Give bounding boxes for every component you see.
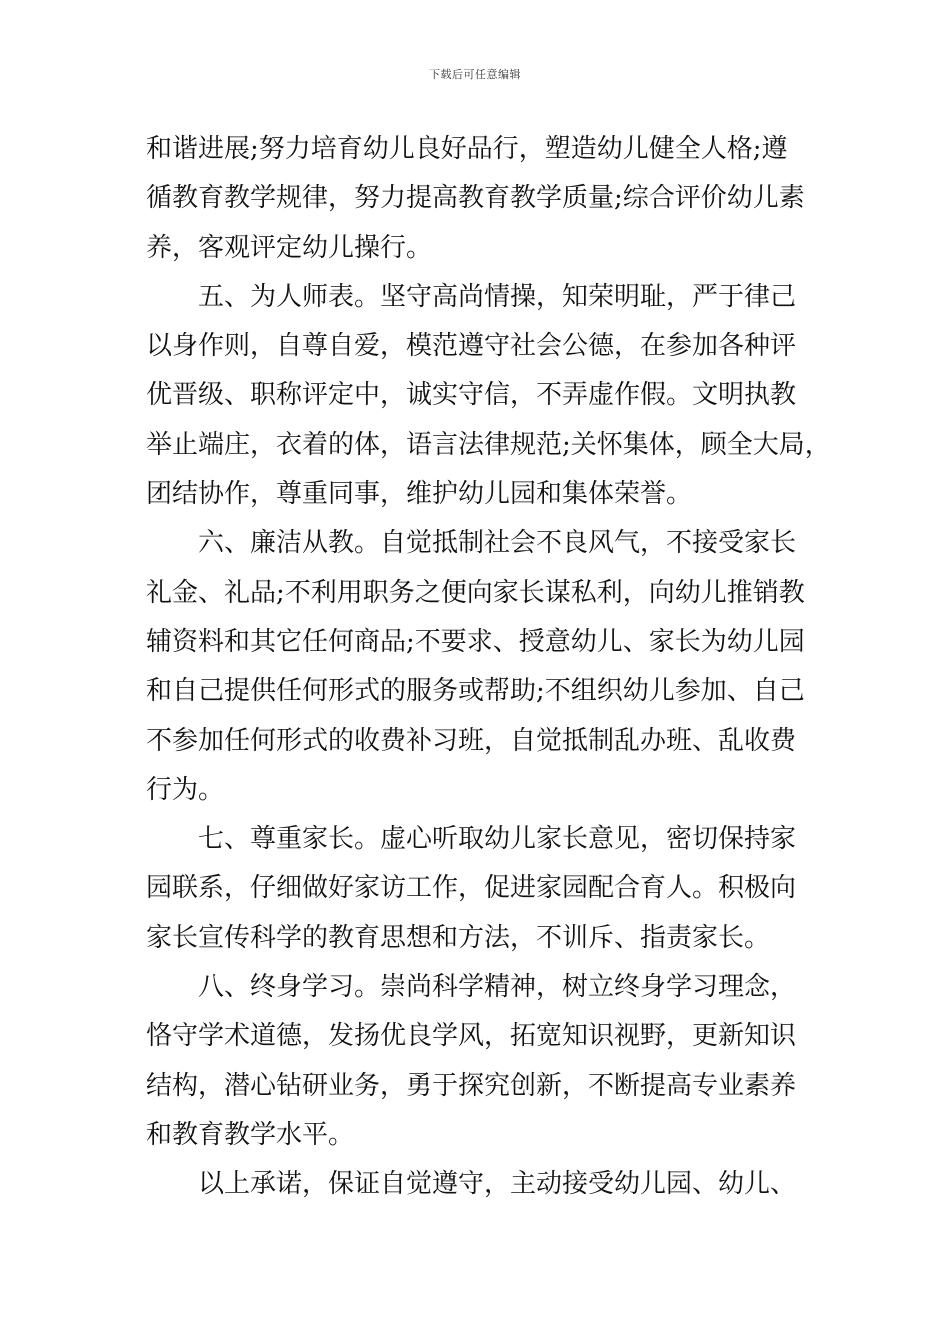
text-line: 行为。	[146, 774, 225, 805]
page-header: 下载后可任意编辑	[429, 68, 521, 81]
document-body	[146, 125, 831, 1210]
text-line: 恪守学术道德，发扬优良学风，拓宽知识视野，更新知识	[146, 1021, 797, 1052]
paragraph-start-line: 八、终身学习。崇尚科学精神，树立终身学习理念，	[198, 972, 797, 1003]
paragraph-start-line: 以上承诺，保证自觉遵守，主动接受幼儿园、幼儿、	[198, 1169, 797, 1200]
text-line: 礼金、礼品;不利用职务之便向家长谋私利，向幼儿推销教	[146, 577, 805, 608]
text-line: 和谐进展;努力培育幼儿良好品行，塑造幼儿健全人格;遵	[146, 134, 788, 164]
text-line: 家长宣传科学的教育思想和方法，不训斥、指责家长。	[146, 922, 771, 953]
text-line: 循教育教学规律，努力提高教育教学质量;综合评价幼儿素	[146, 183, 805, 214]
text-line: 以身作则，自尊自爱，模范遵守社会公德，在参加各种评	[146, 331, 797, 362]
text-line: 优晋级、职称评定中，诚实守信，不弄虚作假。文明执教	[146, 380, 797, 411]
text-line: 举止端庄，衣着的体，语言法律规范;关怀集体，顾全大局，	[146, 429, 831, 460]
text-line: 辅资料和其它任何商品;不要求、授意幼儿、家长为幼儿园	[146, 626, 805, 657]
text-line: 团结协作，尊重同事，维护幼儿园和集体荣誉。	[146, 479, 693, 510]
text-line: 和自己提供任何形式的服务或帮助;不组织幼儿参加、自己	[146, 676, 805, 707]
text-line: 不参加任何形式的收费补习班，自觉抵制乱办班、乱收费	[146, 725, 797, 756]
text-line: 养，客观评定幼儿操行。	[146, 232, 433, 263]
paragraph-start-line: 五、为人师表。坚守高尚情操，知荣明耻，严于律己	[198, 281, 797, 312]
text-line: 和教育教学水平。	[146, 1119, 355, 1150]
paragraph-start-line: 六、廉洁从教。自觉抵制社会不良风气，不接受家长	[198, 528, 797, 559]
paragraph-start-line: 七、尊重家长。虚心听取幼儿家长意见，密切保持家	[198, 824, 797, 855]
text-line: 结构，潜心钻研业务，勇于探究创新，不断提高专业素养	[146, 1070, 797, 1101]
text-line: 园联系，仔细做好家访工作，促进家园配合育人。积极向	[146, 873, 797, 904]
